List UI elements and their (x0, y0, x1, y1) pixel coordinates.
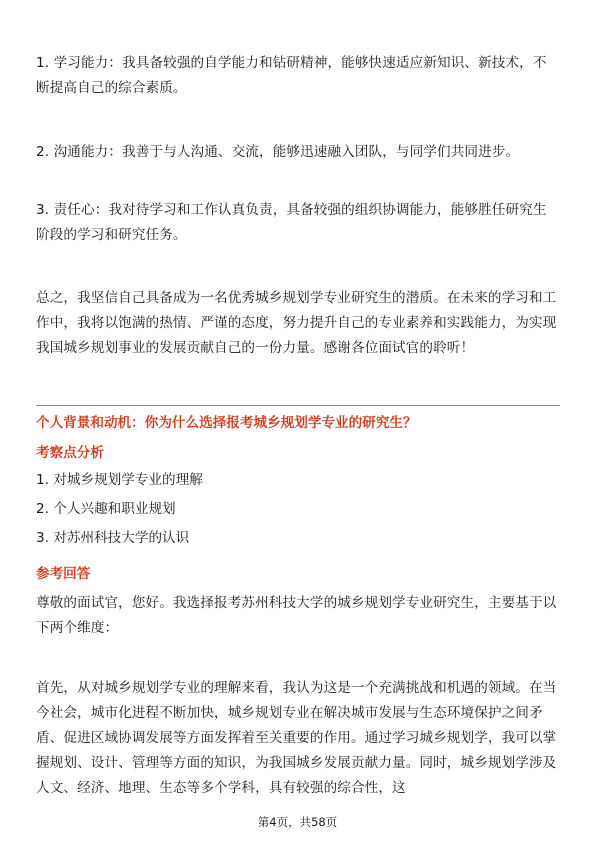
paragraph-conclusion: 总之，我坚信自己具备成为一名优秀城乡规划学专业研究生的潜质。在未来的学习和工作中，我将以饱满的热情、严谨的态度，努力提升自己的专业素养和实践能力，为实现我国城乡规划事业的发展贡献自己的一份力量。感谢各位面试官的聆听！ (36, 290, 557, 356)
analysis-item: 1. 对城乡规划学专业的理解 (36, 472, 203, 488)
interview-question: 个人背景和动机：你为什么选择报考城乡规划学专业的研究生？ (36, 415, 417, 431)
paragraph-communication-ability: 2. 沟通能力：我善于与人沟通、交流，能够迅速融入团队，与同学们共同进步。 (36, 144, 520, 160)
answer-intro: 尊敬的面试官，您好。我选择报考苏州科技大学的城乡规划学专业研究生，主要基于以下两个维度： (36, 595, 557, 636)
analysis-item: 3. 对苏州科技大学的认识 (36, 530, 190, 546)
paragraph-learning-ability: 1. 学习能力：我具备较强的自学能力和钻研精神，能够快速适应新知识、新技术，不断提高自己的综合素质。 (36, 55, 547, 96)
page-number: 第4页，共58页 (257, 815, 338, 829)
section-divider (36, 405, 560, 406)
document-page (36, 0, 560, 842)
answer-heading: 参考回答 (36, 566, 91, 582)
paragraph-responsibility: 3. 责任心：我对待学习和工作认真负责，具备较强的组织协调能力，能够胜任研究生阶段的学习和研究任务。 (36, 202, 547, 243)
analysis-heading: 考察点分析 (36, 445, 104, 461)
analysis-item: 2. 个人兴趣和职业规划 (36, 501, 176, 517)
answer-body: 首先，从对城乡规划学专业的理解来看，我认为这是一个充满挑战和机遇的领域。在当今社会，城市化进程不断加快，城乡规划专业在解决城市发展与生态环境保护之间矛盾、促进区域协调发展等方面发挥着至关重要的作用。通过学习城乡规划学，我可以掌握规划、设计、管理等方面的知识，为我国城乡发展贡献力量。同时，城乡规划学涉及人文、经济、地理、生态等多个学科，具有较强的综合性，这 (36, 680, 557, 796)
